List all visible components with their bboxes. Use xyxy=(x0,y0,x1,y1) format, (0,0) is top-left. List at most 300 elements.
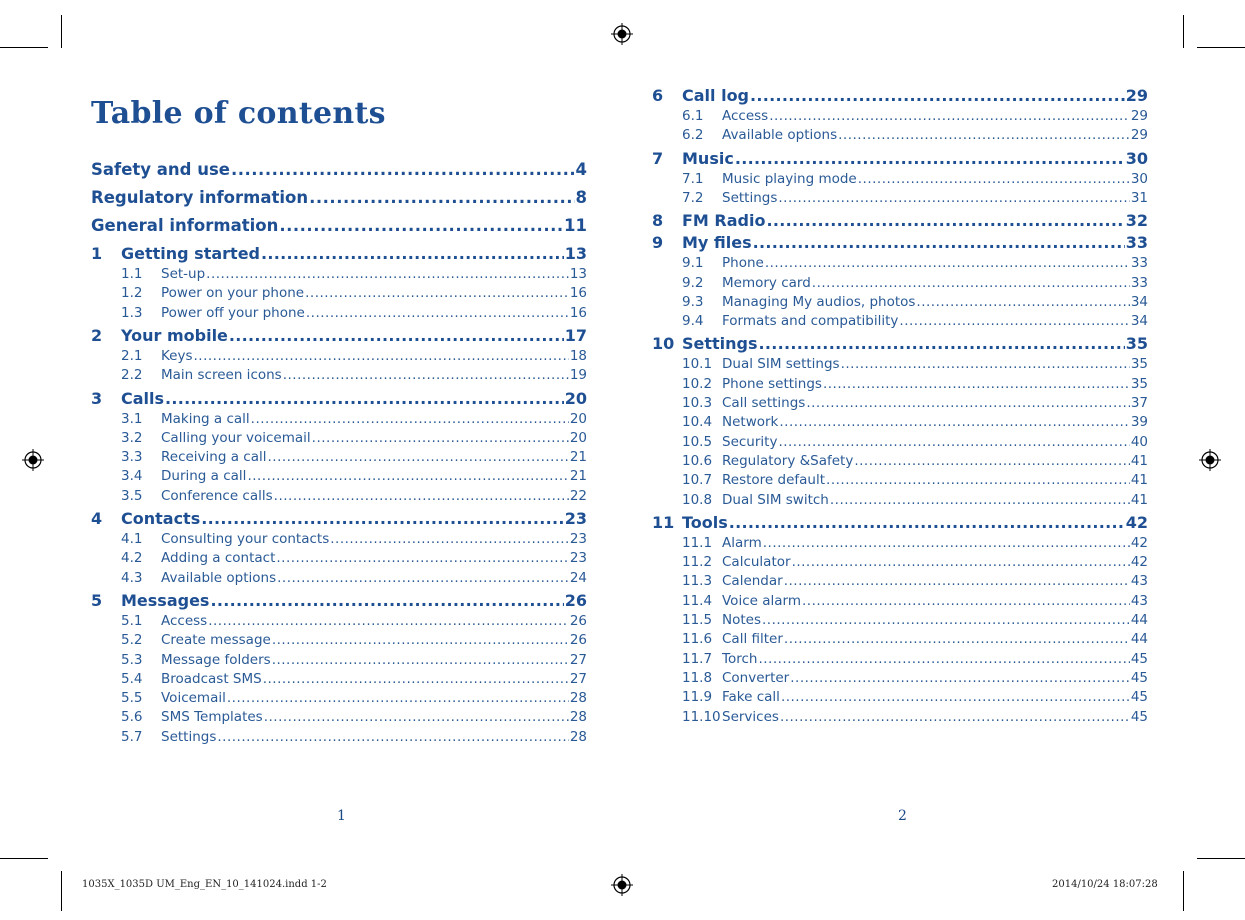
toc-label: Dual SIM settings xyxy=(722,356,840,373)
toc-leader-dots xyxy=(264,709,569,725)
toc-subsection[interactable] xyxy=(682,395,1148,414)
toc-subsection[interactable] xyxy=(682,631,1148,650)
toc-subsection[interactable] xyxy=(682,255,1148,274)
toc-leader-dots xyxy=(780,709,1130,725)
toc-leader-dots xyxy=(778,434,1129,450)
toc-number: 5.6 xyxy=(121,709,143,726)
toc-number: 6.1 xyxy=(682,108,704,124)
toc-number: 9.2 xyxy=(682,274,704,291)
toc-subsection[interactable] xyxy=(121,285,587,304)
toc-leader-dots xyxy=(759,334,1125,353)
toc-number: 10 xyxy=(652,334,675,354)
toc-number: 3.2 xyxy=(121,429,143,446)
toc-page-number: 27 xyxy=(569,670,587,687)
toc-label: Getting started xyxy=(121,244,260,263)
toc-number: 5.4 xyxy=(121,670,143,687)
toc-label: General information xyxy=(91,216,279,235)
toc-chapter[interactable] xyxy=(652,211,1148,233)
toc-subsection[interactable] xyxy=(682,108,1148,127)
toc-number: 10.7 xyxy=(682,472,713,489)
toc-leader-dots xyxy=(784,631,1130,647)
toc-label: Broadcast SMS xyxy=(161,670,262,687)
date-slug: 2014/10/24 18:07:28 xyxy=(1052,879,1158,890)
toc-subsection[interactable] xyxy=(682,356,1148,375)
toc-leader-dots xyxy=(778,190,1129,206)
toc-page-number: 32 xyxy=(1125,211,1148,231)
toc-page-number: 23 xyxy=(564,509,587,528)
toc-page-number: 16 xyxy=(569,304,587,321)
toc-number: 1.3 xyxy=(121,304,143,321)
file-slug: 1035X_1035D UM_Eng_EN_10_141024.indd 1-2 xyxy=(82,879,327,890)
toc-page-number: 34 xyxy=(1130,293,1148,310)
toc-page-number: 20 xyxy=(569,429,587,446)
toc-label: During a call xyxy=(161,468,247,485)
toc-chapter[interactable] xyxy=(91,244,587,266)
toc-leader-dots xyxy=(201,509,564,528)
toc-leader-dots xyxy=(279,216,563,235)
toc-number: 11.8 xyxy=(682,669,713,686)
toc-subsection[interactable] xyxy=(121,411,587,430)
toc-subsection[interactable] xyxy=(682,593,1148,612)
toc-page-number: 11 xyxy=(564,216,587,235)
toc-subsection[interactable] xyxy=(121,690,587,709)
toc-subsection[interactable] xyxy=(121,488,587,507)
toc-label: Making a call xyxy=(161,410,250,427)
toc-page-number: 45 xyxy=(1130,650,1148,667)
toc-page-number: 30 xyxy=(1125,148,1148,168)
toc-label: Your mobile xyxy=(121,325,228,345)
toc-leader-dots xyxy=(272,632,569,648)
toc-chapter[interactable] xyxy=(652,233,1148,255)
toc-entry[interactable] xyxy=(91,216,587,242)
toc-page-number: 26 xyxy=(569,612,587,629)
toc-number: 11.7 xyxy=(682,650,713,667)
toc-chapter[interactable] xyxy=(91,591,587,613)
toc-leader-dots xyxy=(762,612,1130,628)
toc-number: 5.5 xyxy=(121,690,143,707)
toc-page-number: 26 xyxy=(569,632,587,649)
toc-page-number: 37 xyxy=(1130,395,1148,411)
toc-page-number: 41 xyxy=(1130,472,1148,489)
toc-number: 10.4 xyxy=(682,414,713,431)
toc-entry[interactable] xyxy=(91,160,587,186)
toc-label: Message folders xyxy=(161,651,271,668)
registration-mark-icon xyxy=(1199,449,1221,471)
toc-subsection[interactable] xyxy=(682,554,1148,573)
toc-label: Voicemail xyxy=(161,690,226,707)
toc-label: Conference calls xyxy=(161,487,273,504)
toc-label: Available options xyxy=(722,127,838,144)
toc-page-number: 44 xyxy=(1130,631,1148,648)
toc-label: Managing My audios, photos xyxy=(722,293,916,310)
toc-page-number: 18 xyxy=(569,347,587,364)
toc-number: 7 xyxy=(652,148,664,168)
toc-leader-dots xyxy=(854,453,1129,469)
toc-leader-dots xyxy=(823,376,1130,392)
toc-page-number: 20 xyxy=(564,388,587,408)
toc-number: 3.3 xyxy=(121,449,143,466)
toc-leader-dots xyxy=(229,326,564,345)
toc-label: Dual SIM switch xyxy=(722,491,829,508)
toc-page-number: 33 xyxy=(1125,233,1148,253)
toc-subsection[interactable] xyxy=(682,414,1148,433)
toc-subsection[interactable] xyxy=(682,275,1148,294)
toc-label: SMS Templates xyxy=(161,709,263,726)
toc-label: Messages xyxy=(121,590,210,610)
toc-subsection[interactable] xyxy=(121,729,587,748)
toc-page-number: 34 xyxy=(1130,313,1148,330)
toc-leader-dots xyxy=(263,671,569,687)
toc-subsection[interactable] xyxy=(682,472,1148,491)
toc-number: 5.1 xyxy=(121,612,143,629)
toc-label: Settings xyxy=(161,728,217,745)
toc-page-number: 45 xyxy=(1130,708,1148,725)
toc-leader-dots xyxy=(251,411,569,427)
toc-leader-dots xyxy=(231,160,575,179)
toc-subsection[interactable] xyxy=(682,492,1148,511)
toc-leader-dots xyxy=(274,488,569,504)
toc-number: 10.8 xyxy=(682,491,713,508)
toc-subsection[interactable] xyxy=(121,632,587,651)
toc-page-number: 29 xyxy=(1130,108,1148,124)
toc-page-number: 42 xyxy=(1125,512,1148,532)
toc-number: 9.4 xyxy=(682,313,704,330)
toc-page-number: 33 xyxy=(1130,255,1148,272)
toc-page-number: 27 xyxy=(569,651,587,668)
toc-leader-dots xyxy=(194,348,569,364)
toc-label: Call filter xyxy=(722,631,783,648)
toc-leader-dots xyxy=(305,285,569,301)
toc-number: 4.1 xyxy=(121,531,143,547)
registration-mark-icon xyxy=(611,874,633,896)
toc-leader-dots xyxy=(826,472,1130,488)
toc-page-number: 29 xyxy=(1125,86,1148,105)
toc-number: 2 xyxy=(91,325,103,345)
toc-leader-dots xyxy=(838,127,1130,143)
toc-number: 6 xyxy=(652,86,664,105)
toc-label: Access xyxy=(161,612,208,629)
toc-number: 11 xyxy=(652,512,675,532)
toc-subsection[interactable] xyxy=(682,294,1148,313)
toc-number: 1 xyxy=(91,244,103,263)
toc-subsection[interactable] xyxy=(121,671,587,690)
toc-subsection[interactable] xyxy=(121,348,587,367)
toc-number: 5 xyxy=(91,590,103,610)
toc-chapter[interactable] xyxy=(652,334,1148,356)
toc-subsection[interactable] xyxy=(121,709,587,728)
toc-label: Power off your phone xyxy=(161,304,305,321)
toc-number: 9.1 xyxy=(682,255,704,272)
toc-leader-dots xyxy=(267,449,568,465)
toc-label: Torch xyxy=(722,650,758,667)
toc-subsection[interactable] xyxy=(121,531,587,550)
toc-page-number: 31 xyxy=(1130,189,1148,206)
registration-mark-icon xyxy=(611,23,633,45)
toc-page-number: 45 xyxy=(1130,689,1148,706)
toc-label: Calls xyxy=(121,388,165,408)
toc-page-number: 29 xyxy=(1130,127,1148,144)
toc-number: 1.2 xyxy=(121,285,143,302)
toc-leader-dots xyxy=(272,652,569,668)
toc-leader-dots xyxy=(276,550,568,566)
toc-label: Settings xyxy=(722,189,778,206)
toc-chapter[interactable] xyxy=(91,326,587,348)
toc-leader-dots xyxy=(792,554,1130,570)
toc-subsection[interactable] xyxy=(682,612,1148,631)
toc-leader-dots xyxy=(766,211,1124,230)
toc-label: Calculator xyxy=(722,554,791,571)
toc-subsection[interactable] xyxy=(121,449,587,468)
toc-subsection[interactable] xyxy=(121,550,587,569)
toc-page-number: 28 xyxy=(569,690,587,707)
toc-label: Adding a contact xyxy=(161,550,276,567)
toc-subsection[interactable] xyxy=(682,190,1148,209)
toc-label: Power on your phone xyxy=(161,285,305,302)
toc-number: 4 xyxy=(91,509,103,528)
toc-subsection[interactable] xyxy=(121,367,587,386)
toc-page-number: 35 xyxy=(1125,334,1148,354)
toc-label: Regulatory information xyxy=(91,188,309,207)
toc-page-number: 42 xyxy=(1130,534,1148,551)
toc-label: Safety and use xyxy=(91,160,230,179)
toc-leader-dots xyxy=(206,266,569,282)
toc-page-number: 33 xyxy=(1130,274,1148,291)
toc-entry[interactable] xyxy=(91,188,587,214)
toc-label: Calling your voicemail xyxy=(161,429,311,446)
toc-leader-dots xyxy=(330,531,569,547)
toc-label: Receiving a call xyxy=(161,449,267,466)
toc-leader-dots xyxy=(735,149,1125,168)
toc-leader-dots xyxy=(247,468,568,484)
toc-chapter[interactable] xyxy=(652,149,1148,171)
toc-label: Formats and compatibility xyxy=(722,313,899,330)
toc-number: 11.3 xyxy=(682,573,713,590)
toc-label: Memory card xyxy=(722,274,811,291)
toc-label: Converter xyxy=(722,669,790,686)
toc-subsection[interactable] xyxy=(682,709,1148,728)
toc-label: Call log xyxy=(682,86,750,105)
toc-number: 11.1 xyxy=(682,534,713,551)
toc-label: Fake call xyxy=(722,689,780,706)
toc-page-number: 43 xyxy=(1130,573,1148,590)
toc-page-number: 44 xyxy=(1130,612,1148,628)
toc-label: Main screen icons xyxy=(161,367,282,384)
toc-label: Available options xyxy=(161,569,277,586)
toc-subsection[interactable] xyxy=(682,127,1148,146)
toc-subsection[interactable] xyxy=(121,430,587,449)
toc-page-number: 23 xyxy=(569,550,587,567)
toc-leader-dots xyxy=(781,689,1130,705)
toc-number: 6.2 xyxy=(682,127,704,144)
toc-leader-dots xyxy=(283,367,569,383)
toc-label: Calendar xyxy=(722,573,783,590)
toc-label: Notes xyxy=(722,612,761,628)
toc-number: 10.5 xyxy=(682,433,713,450)
toc-label: Create message xyxy=(161,632,271,649)
toc-number: 7.2 xyxy=(682,189,704,206)
toc-subsection[interactable] xyxy=(121,266,587,285)
toc-label: Phone settings xyxy=(722,375,822,392)
toc-label: Set-up xyxy=(161,266,206,282)
toc-label: Voice alarm xyxy=(722,592,801,609)
toc-number: 11.4 xyxy=(682,592,713,609)
toc-subsection[interactable] xyxy=(121,305,587,324)
toc-subsection[interactable] xyxy=(121,468,587,487)
toc-page-number: 13 xyxy=(569,266,587,282)
toc-subsection[interactable] xyxy=(682,651,1148,670)
toc-label: Restore default xyxy=(722,472,826,489)
toc-page-number: 8 xyxy=(575,188,587,207)
toc-subsection[interactable] xyxy=(121,652,587,671)
toc-page-number: 24 xyxy=(569,569,587,586)
toc-page-number: 41 xyxy=(1130,452,1148,469)
toc-leader-dots xyxy=(830,492,1130,508)
toc-number: 5.2 xyxy=(121,632,143,649)
toc-subsection[interactable] xyxy=(682,535,1148,554)
toc-number: 5.7 xyxy=(121,728,143,745)
toc-label: Contacts xyxy=(121,509,201,528)
toc-leader-dots xyxy=(306,305,569,321)
toc-label: Access xyxy=(722,108,769,124)
toc-page-number: 39 xyxy=(1130,414,1148,431)
toc-number: 3.4 xyxy=(121,468,143,485)
toc-page-number: 22 xyxy=(569,487,587,504)
toc-page-number: 17 xyxy=(564,325,587,345)
toc-number: 11.5 xyxy=(682,612,713,628)
toc-label: Settings xyxy=(682,334,758,354)
toc-leader-dots xyxy=(277,570,569,586)
toc-number: 9.3 xyxy=(682,293,704,310)
toc-page-number: 19 xyxy=(569,367,587,384)
toc-chapter[interactable] xyxy=(652,86,1148,108)
toc-subsection[interactable] xyxy=(682,434,1148,453)
toc-subsection[interactable] xyxy=(682,376,1148,395)
toc-number: 10.6 xyxy=(682,452,713,469)
toc-leader-dots xyxy=(790,670,1130,686)
toc-leader-dots xyxy=(210,591,563,610)
toc-chapter[interactable] xyxy=(652,513,1148,535)
toc-label: Consulting your contacts xyxy=(161,531,330,547)
toc-label: Music playing mode xyxy=(722,170,857,187)
toc-label: Tools xyxy=(682,512,728,532)
toc-leader-dots xyxy=(784,573,1130,589)
toc-label: Alarm xyxy=(722,534,762,551)
toc-leader-dots xyxy=(858,171,1130,187)
toc-leader-dots xyxy=(765,255,1130,271)
toc-number: 10.3 xyxy=(682,395,713,411)
toc-number: 11.6 xyxy=(682,631,713,648)
toc-number: 2.1 xyxy=(121,347,143,364)
toc-label: Security xyxy=(722,433,778,450)
toc-page-number: 4 xyxy=(575,160,587,179)
toc-number: 4.2 xyxy=(121,550,143,567)
toc-label: Keys xyxy=(161,347,193,364)
toc-page-number: 16 xyxy=(569,285,587,302)
toc-subsection[interactable] xyxy=(682,313,1148,332)
toc-page-number: 20 xyxy=(569,410,587,427)
toc-subsection[interactable] xyxy=(682,670,1148,689)
toc-number: 7.1 xyxy=(682,170,704,187)
toc-label: Network xyxy=(722,414,779,431)
toc-leader-dots xyxy=(841,356,1130,372)
toc-number: 11.10 xyxy=(682,708,721,725)
toc-leader-dots xyxy=(312,430,569,446)
toc-label: My files xyxy=(682,233,752,253)
toc-leader-dots xyxy=(779,414,1129,430)
toc-number: 11.9 xyxy=(682,689,713,706)
toc-number: 10.2 xyxy=(682,375,713,392)
toc-subsection[interactable] xyxy=(121,570,587,589)
toc-label: Services xyxy=(722,708,779,725)
page-number-right: 2 xyxy=(898,808,907,824)
toc-leader-dots xyxy=(753,233,1125,252)
toc-leader-dots xyxy=(763,535,1130,551)
toc-page-number: 35 xyxy=(1130,375,1148,392)
toc-leader-dots xyxy=(309,188,574,207)
toc-leader-dots xyxy=(208,613,569,629)
toc-number: 3.5 xyxy=(121,487,143,504)
toc-page-number: 28 xyxy=(569,728,587,745)
toc-subsection[interactable] xyxy=(682,689,1148,708)
toc-number: 8 xyxy=(652,211,664,231)
toc-leader-dots xyxy=(802,593,1130,609)
toc-page-number: 30 xyxy=(1130,170,1148,187)
toc-leader-dots xyxy=(812,275,1130,291)
toc-page-number: 26 xyxy=(564,590,587,610)
toc-number: 4.3 xyxy=(121,569,143,586)
toc-subsection[interactable] xyxy=(682,573,1148,592)
toc-label: Regulatory &Safety xyxy=(722,452,854,469)
toc-leader-dots xyxy=(750,86,1125,105)
toc-leader-dots xyxy=(758,651,1129,667)
toc-page-number: 35 xyxy=(1130,356,1148,373)
toc-label: FM Radio xyxy=(682,211,766,231)
toc-number: 5.3 xyxy=(121,651,143,668)
toc-chapter[interactable] xyxy=(91,389,587,411)
toc-leader-dots xyxy=(217,729,568,745)
toc-number: 11.2 xyxy=(682,554,713,571)
page-title: Table of contents xyxy=(91,96,386,131)
toc-page-number: 42 xyxy=(1130,554,1148,571)
toc-leader-dots xyxy=(806,395,1129,411)
toc-leader-dots xyxy=(769,108,1130,124)
toc-page-number: 13 xyxy=(564,244,587,263)
toc-page-number: 21 xyxy=(569,449,587,466)
toc-page-number: 41 xyxy=(1130,491,1148,508)
toc-label: Music xyxy=(682,148,734,168)
toc-page-number: 28 xyxy=(569,709,587,726)
toc-leader-dots xyxy=(227,690,569,706)
toc-number: 1.1 xyxy=(121,266,143,282)
toc-page-number: 40 xyxy=(1130,433,1148,450)
page-number-left: 1 xyxy=(337,808,346,824)
toc-page-number: 23 xyxy=(569,531,587,547)
toc-chapter[interactable] xyxy=(91,509,587,531)
toc-leader-dots xyxy=(261,244,564,263)
toc-label: Phone xyxy=(722,255,764,272)
toc-subsection[interactable] xyxy=(121,613,587,632)
toc-number: 2.2 xyxy=(121,367,143,384)
toc-page-number: 21 xyxy=(569,468,587,485)
toc-leader-dots xyxy=(165,389,564,408)
toc-subsection[interactable] xyxy=(682,171,1148,190)
toc-subsection[interactable] xyxy=(682,453,1148,472)
toc-number: 3.1 xyxy=(121,410,143,427)
registration-mark-icon xyxy=(22,449,44,471)
toc-number: 3 xyxy=(91,388,103,408)
toc-label: Call settings xyxy=(722,395,806,411)
toc-page-number: 43 xyxy=(1130,592,1148,609)
